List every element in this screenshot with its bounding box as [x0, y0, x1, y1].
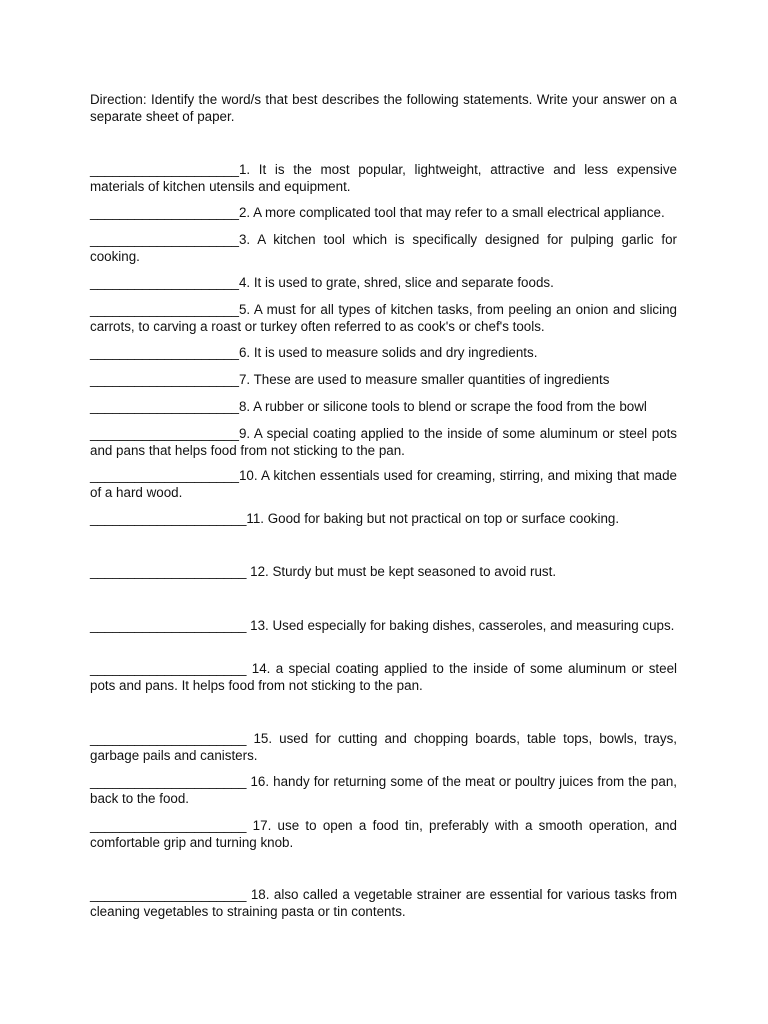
question-text: 18. also called a vegetable strainer are essential for various tasks from cleaning vegetables to straining pasta or tin contents.: [90, 887, 677, 919]
question-text: 2. A more complicated tool that may refer to a small electrical appliance.: [238, 205, 665, 220]
question-text: 10. A kitchen essentials used for creaming, stirring, and mixing that made of a hard wood.: [90, 468, 677, 500]
question-item: [90, 302, 677, 335]
question-item: [90, 426, 677, 459]
question-item: [90, 468, 677, 501]
answer-blank: ____________________: [90, 468, 239, 483]
answer-blank: _____________________: [90, 731, 247, 746]
answer-blank: _____________________: [90, 774, 247, 789]
question-text: 11. Good for baking but not practical on top or surface cooking.: [246, 511, 620, 526]
answer-blank: ____________________: [90, 426, 239, 441]
question-text: 9. A special coating applied to the inside of some aluminum or steel pots and pans that helps food from not sticking to the pan.: [90, 426, 677, 458]
question-text: 16. handy for returning some of the meat or poultry juices from the pan, back to the food.: [90, 774, 677, 806]
question-text: 12. Sturdy but must be kept seasoned to avoid rust.: [246, 564, 557, 579]
answer-blank: ____________________: [90, 345, 239, 360]
answer-blank: _____________________: [90, 661, 247, 676]
question-text: 4. It is used to grate, shred, slice and separate foods.: [238, 275, 554, 290]
question-text: 8. A rubber or silicone tools to blend or scrape the food from the bowl: [238, 399, 647, 414]
answer-blank: ____________________: [90, 399, 239, 414]
answer-blank: _____________________: [90, 887, 247, 902]
answer-blank: ____________________: [90, 162, 239, 177]
question-text: 7. These are used to measure smaller quantities of ingredients: [238, 372, 610, 387]
question-text: 13. Used especially for baking dishes, casseroles, and measuring cups.: [246, 618, 675, 633]
answer-blank: ____________________: [90, 232, 239, 247]
answer-blank: ____________________: [90, 205, 239, 220]
question-item: [90, 372, 677, 389]
question-item: [90, 731, 677, 764]
question-item: [90, 818, 677, 851]
question-text: 3. A kitchen tool which is specifically designed for pulping garlic for cooking.: [90, 232, 677, 264]
question-item: [90, 275, 677, 292]
question-text: 5. A must for all types of kitchen tasks, from peeling an onion and slicing carrots, to carving a roast or turkey often referred to as cook's or chef's tools.: [90, 302, 677, 334]
question-item: [90, 564, 677, 581]
question-item: [90, 511, 677, 528]
answer-blank: ____________________: [90, 302, 239, 317]
direction-text: Direction: Identify the word/s that best describes the following statements. Write your answer on a separate sheet of paper.: [90, 92, 677, 124]
question-item: [90, 232, 677, 265]
question-item: [90, 345, 677, 362]
question-item: [90, 887, 677, 920]
question-text: 15. used for cutting and chopping boards, table tops, bowls, trays, garbage pails and canisters.: [90, 731, 677, 763]
answer-blank: _____________________: [90, 564, 247, 579]
question-text: 6. It is used to measure solids and dry ingredients.: [238, 345, 538, 360]
answer-blank: _____________________: [90, 818, 247, 833]
answer-blank: ____________________: [90, 275, 239, 290]
question-text: 14. a special coating applied to the inside of some aluminum or steel pots and pans. It helps food from not sticking to the pan.: [90, 661, 677, 693]
answer-blank: _____________________: [90, 511, 247, 526]
answer-blank: ____________________: [90, 372, 239, 387]
question-item: [90, 205, 677, 222]
question-text: 17. use to open a food tin, preferably with a smooth operation, and comfortable grip and turning knob.: [90, 818, 677, 850]
answer-blank: _____________________: [90, 618, 247, 633]
question-item: [90, 618, 677, 635]
question-text: 1. It is the most popular, lightweight, attractive and less expensive materials of kitchen utensils and equipment.: [90, 162, 677, 194]
question-item: [90, 162, 677, 195]
question-item: [90, 661, 677, 694]
question-item: [90, 399, 677, 416]
question-item: [90, 774, 677, 807]
